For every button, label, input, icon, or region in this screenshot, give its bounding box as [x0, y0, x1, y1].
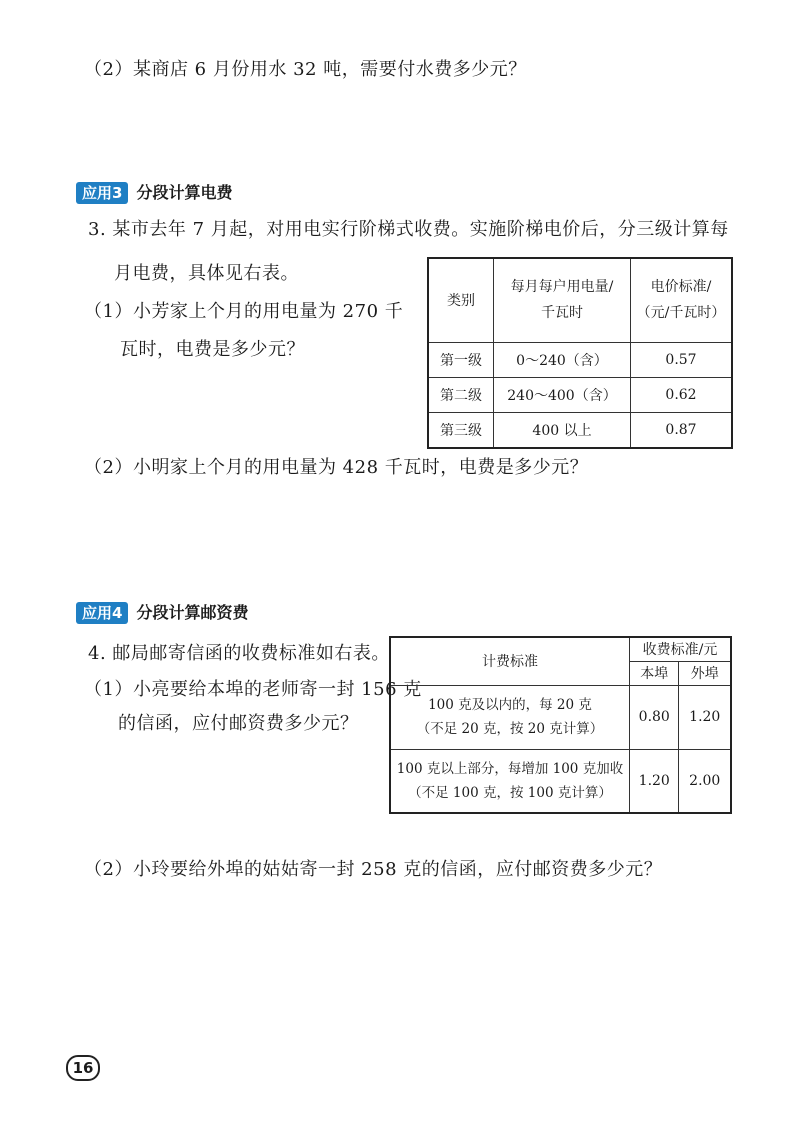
header-usage-line2: 千瓦时 — [541, 305, 583, 322]
row-standard-line2: （不足 20 克，按 20 克计算） — [416, 721, 604, 737]
row-standard — [390, 685, 630, 749]
header-price-line1: 电价标准/ — [650, 279, 712, 296]
header-standard: 计费标准 — [390, 637, 630, 685]
row-local: 1.20 — [630, 749, 679, 813]
row-category: 第一级 — [428, 342, 494, 377]
header-fee: 收费标准/元 — [630, 637, 732, 661]
row-standard-line2: （不足 100 克，按 100 克计算） — [408, 784, 612, 801]
row-standard-line1: 100 克及以内的，每 20 克 — [428, 697, 592, 713]
q4-stem: 4. 邮局邮寄信函的收费标准如右表。 — [88, 643, 390, 664]
row-remote: 2.00 — [679, 749, 731, 813]
section-header-app4 — [76, 600, 248, 624]
table-row — [428, 342, 732, 377]
table-row — [428, 412, 732, 448]
app3-title: 分段计算电费 — [136, 183, 233, 202]
row-standard — [390, 749, 630, 813]
table-row — [428, 377, 732, 412]
row-price: 0.62 — [631, 377, 733, 412]
q3-stem-line1: 3. 某市去年 7 月起，对用电实行阶梯式收费。实施阶梯电价后，分三级计算每 — [88, 219, 729, 240]
section-header-app3 — [76, 180, 232, 204]
header-local: 本埠 — [630, 661, 679, 685]
header-category: 类别 — [428, 258, 494, 342]
row-usage: 0～240（含） — [494, 342, 631, 377]
q3-part1-line2: 瓦时，电费是多少元？ — [120, 339, 305, 360]
q4-part1-line1: （1）小亮要给本埠的老师寄一封 156 克 — [84, 679, 422, 700]
electricity-price-table — [427, 257, 733, 449]
q3-part1-line1: （1）小芳家上个月的用电量为 270 千 — [84, 301, 404, 322]
q4-part2: （2）小玲要给外埠的姑姑寄一封 258 克的信函，应付邮资费多少元？ — [84, 859, 663, 880]
header-usage-line1: 每月每户用电量/ — [510, 279, 614, 296]
header-price-line2: （元/千瓦时） — [636, 305, 726, 322]
row-price: 0.87 — [631, 412, 733, 448]
water-question-2: （2）某商店 6 月份用水 32 吨，需要付水费多少元？ — [84, 59, 527, 80]
row-category: 第二级 — [428, 377, 494, 412]
row-usage: 400 以上 — [494, 412, 631, 448]
q4-part1-line2: 的信函，应付邮资费多少元？ — [118, 713, 359, 734]
app3-tag: 应用3 — [76, 182, 128, 204]
row-standard-line1: 100 克以上部分，每增加 100 克加收 — [396, 760, 624, 777]
row-price: 0.57 — [631, 342, 733, 377]
app4-title: 分段计算邮资费 — [136, 603, 249, 622]
row-remote: 1.20 — [679, 685, 731, 749]
table-row — [390, 749, 731, 813]
row-local: 0.80 — [630, 685, 679, 749]
table-row — [390, 685, 731, 749]
row-usage: 240～400（含） — [494, 377, 631, 412]
q3-part2: （2）小明家上个月的用电量为 428 千瓦时，电费是多少元？ — [84, 457, 589, 478]
header-remote: 外埠 — [679, 661, 731, 685]
page-number: 16 — [66, 1055, 100, 1081]
header-price — [631, 258, 733, 342]
row-category: 第三级 — [428, 412, 494, 448]
app4-tag: 应用4 — [76, 602, 128, 624]
q3-stem-line2: 月电费，具体见右表。 — [114, 263, 299, 284]
header-usage — [494, 258, 631, 342]
postage-fee-table — [389, 636, 732, 814]
